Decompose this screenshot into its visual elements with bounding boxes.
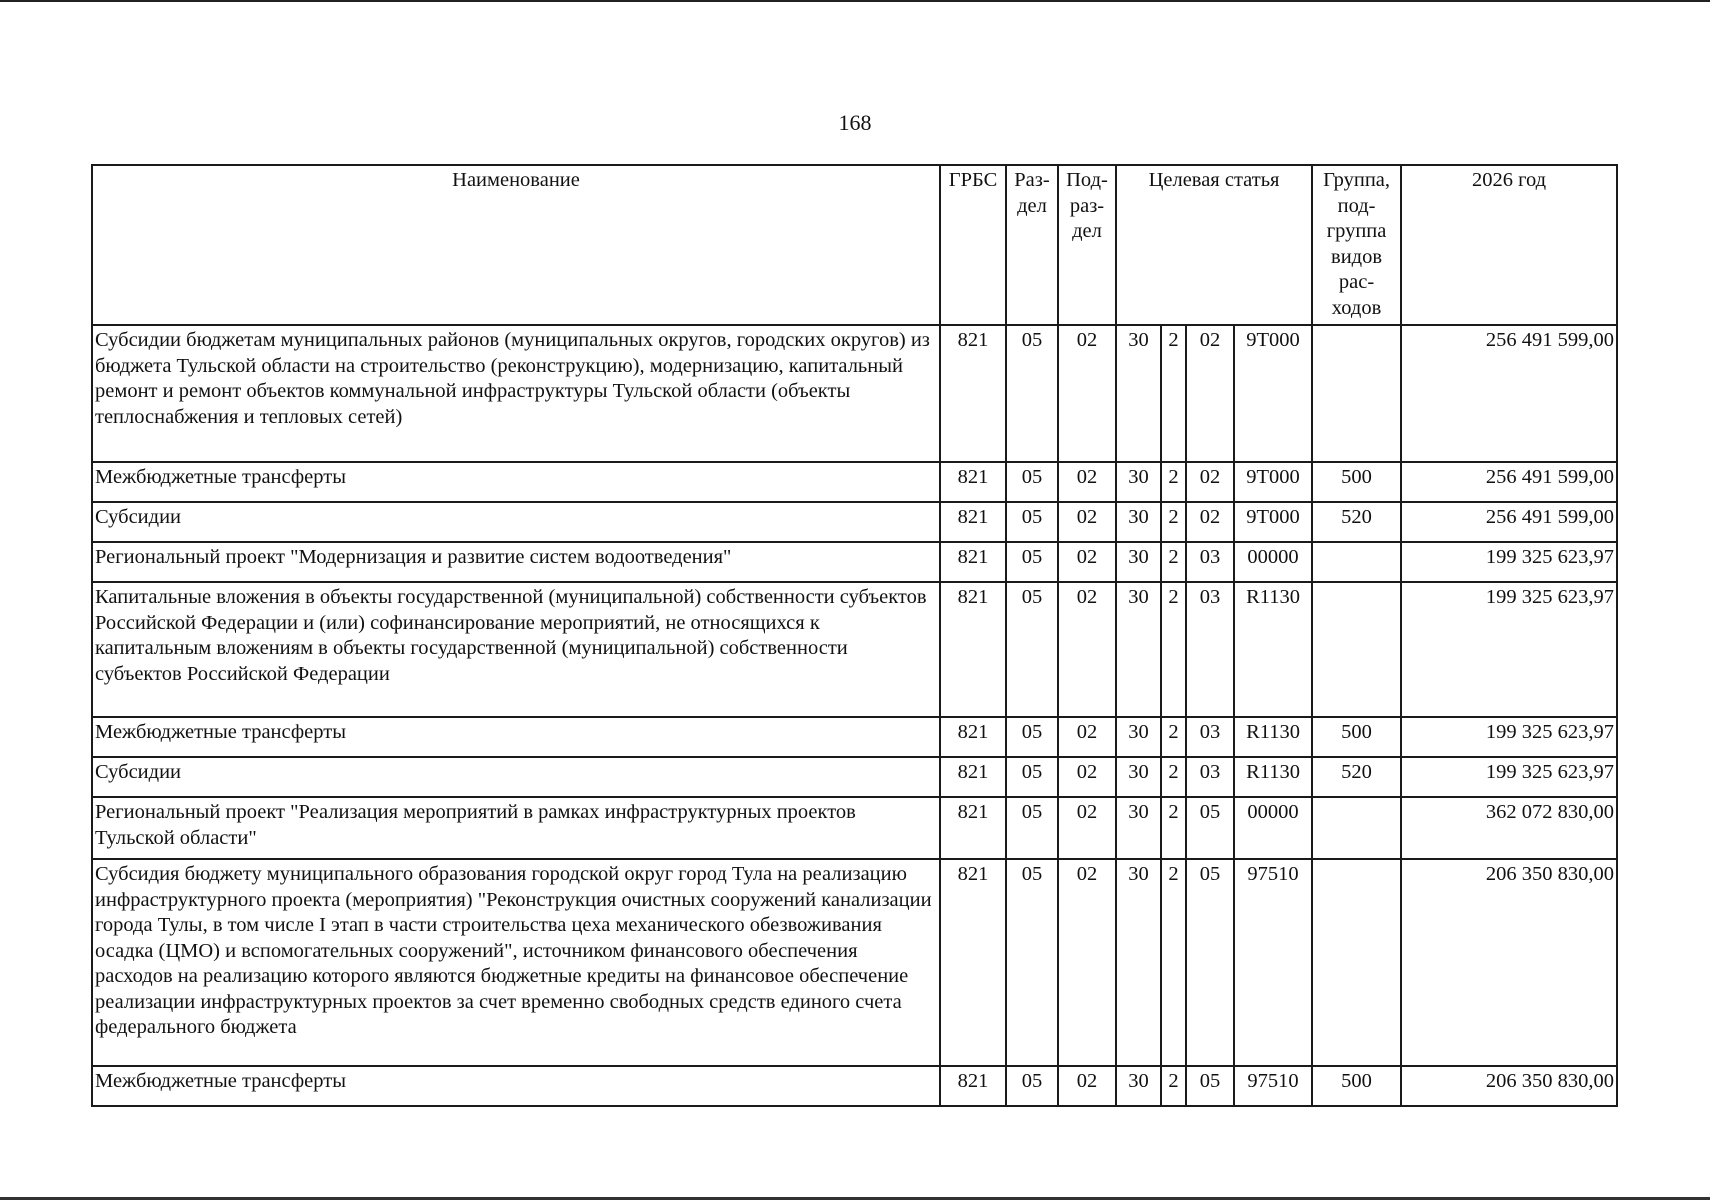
header-name: Наименование — [92, 165, 940, 325]
row-grbs: 821 — [940, 502, 1006, 542]
row-name: Межбюджетные трансферты — [92, 717, 940, 757]
page-number: 168 — [838, 110, 872, 135]
row-target-program: 30 — [1116, 582, 1161, 717]
scan-edge-top — [0, 0, 1710, 2]
row-razdel: 05 — [1006, 462, 1058, 502]
row-razdel: 05 — [1006, 325, 1058, 462]
row-razdel: 05 — [1006, 502, 1058, 542]
row-name: Региональный проект "Реализация мероприятий в рамках инфраструктурных проектов Тульской области" — [92, 797, 940, 859]
row-expense-group: 500 — [1312, 1066, 1401, 1106]
row-target-type: 2 — [1161, 462, 1186, 502]
row-target-direction: R1130 — [1234, 717, 1312, 757]
row-expense-group: 520 — [1312, 502, 1401, 542]
row-amount: 199 325 623,97 — [1401, 542, 1617, 582]
row-podrazdel: 02 — [1058, 859, 1116, 1066]
row-expense-group: 500 — [1312, 462, 1401, 502]
row-podrazdel: 02 — [1058, 757, 1116, 797]
row-podrazdel: 02 — [1058, 502, 1116, 542]
header-expense-group: Группа, под- группа видов рас- ходов — [1312, 165, 1401, 325]
row-target-program: 30 — [1116, 502, 1161, 542]
table-row — [92, 502, 1617, 542]
row-target-program: 30 — [1116, 1066, 1161, 1106]
row-expense-group — [1312, 325, 1401, 462]
row-target-type: 2 — [1161, 797, 1186, 859]
header-grbs: ГРБС — [940, 165, 1006, 325]
row-razdel: 05 — [1006, 859, 1058, 1066]
row-grbs: 821 — [940, 797, 1006, 859]
row-target-type: 2 — [1161, 325, 1186, 462]
row-target-subprogram: 03 — [1186, 717, 1234, 757]
row-target-type: 2 — [1161, 859, 1186, 1066]
row-amount: 256 491 599,00 — [1401, 502, 1617, 542]
row-target-direction: R1130 — [1234, 757, 1312, 797]
row-podrazdel: 02 — [1058, 1066, 1116, 1106]
row-grbs: 821 — [940, 582, 1006, 717]
row-target-type: 2 — [1161, 502, 1186, 542]
row-target-subprogram: 05 — [1186, 1066, 1234, 1106]
row-amount: 199 325 623,97 — [1401, 757, 1617, 797]
row-target-subprogram: 03 — [1186, 542, 1234, 582]
row-razdel: 05 — [1006, 582, 1058, 717]
row-target-program: 30 — [1116, 757, 1161, 797]
row-name: Субсидии бюджетам муниципальных районов (муниципальных округов, городских округов) из бюджета Тульской области на строительство (реконструкцию), модернизацию, капитальный ремонт и ремонт объектов коммунальной инфраструктуры Тульской области (объекты теплоснабжения и тепловых сетей) — [92, 325, 940, 462]
row-target-program: 30 — [1116, 717, 1161, 757]
header-target-article: Целевая статья — [1116, 165, 1312, 325]
header-podrazdel: Под- раз- дел — [1058, 165, 1116, 325]
row-target-subprogram: 03 — [1186, 582, 1234, 717]
row-target-type: 2 — [1161, 582, 1186, 717]
row-amount: 199 325 623,97 — [1401, 582, 1617, 717]
table-row — [92, 757, 1617, 797]
row-razdel: 05 — [1006, 757, 1058, 797]
row-target-program: 30 — [1116, 859, 1161, 1066]
row-grbs: 821 — [940, 542, 1006, 582]
header-razdel: Раз- дел — [1006, 165, 1058, 325]
row-expense-group: 520 — [1312, 757, 1401, 797]
row-name: Межбюджетные трансферты — [92, 462, 940, 502]
table-row — [92, 325, 1617, 462]
row-target-type: 2 — [1161, 717, 1186, 757]
row-expense-group — [1312, 859, 1401, 1066]
table-row — [92, 462, 1617, 502]
row-razdel: 05 — [1006, 1066, 1058, 1106]
row-grbs: 821 — [940, 757, 1006, 797]
row-target-program: 30 — [1116, 325, 1161, 462]
row-target-direction: R1130 — [1234, 582, 1312, 717]
row-target-type: 2 — [1161, 1066, 1186, 1106]
row-grbs: 821 — [940, 859, 1006, 1066]
row-podrazdel: 02 — [1058, 797, 1116, 859]
row-name: Субсидии — [92, 757, 940, 797]
row-amount: 362 072 830,00 — [1401, 797, 1617, 859]
row-grbs: 821 — [940, 462, 1006, 502]
row-grbs: 821 — [940, 717, 1006, 757]
row-podrazdel: 02 — [1058, 542, 1116, 582]
row-name: Субсидия бюджету муниципального образования городской округ город Тула на реализацию инфраструктурного проекта (мероприятия) "Реконструкция очистных сооружений канализации города Тулы, в том числе I этап в части строительства цеха механического обезвоживания осадка (ЦМО) и вспомогательных сооружений", источником финансового обеспечения расходов на реализацию которого являются бюджетные кредиты на финансовое обеспечение реализации инфраструктурных проектов за счет временно свободных средств единого счета федерального бюджета — [92, 859, 940, 1066]
row-amount: 256 491 599,00 — [1401, 462, 1617, 502]
row-grbs: 821 — [940, 1066, 1006, 1106]
row-target-direction: 00000 — [1234, 542, 1312, 582]
row-name: Межбюджетные трансферты — [92, 1066, 940, 1106]
row-target-subprogram: 02 — [1186, 462, 1234, 502]
row-target-direction: 97510 — [1234, 1066, 1312, 1106]
row-name: Субсидии — [92, 502, 940, 542]
row-podrazdel: 02 — [1058, 325, 1116, 462]
header-year: 2026 год — [1401, 165, 1617, 325]
row-target-subprogram: 05 — [1186, 859, 1234, 1066]
row-amount: 256 491 599,00 — [1401, 325, 1617, 462]
table-row — [92, 542, 1617, 582]
table-row — [92, 859, 1617, 1066]
row-expense-group: 500 — [1312, 717, 1401, 757]
row-podrazdel: 02 — [1058, 717, 1116, 757]
row-target-program: 30 — [1116, 462, 1161, 502]
row-target-subprogram: 03 — [1186, 757, 1234, 797]
row-amount: 206 350 830,00 — [1401, 1066, 1617, 1106]
row-target-type: 2 — [1161, 757, 1186, 797]
row-target-type: 2 — [1161, 542, 1186, 582]
row-target-subprogram: 02 — [1186, 502, 1234, 542]
row-expense-group — [1312, 797, 1401, 859]
row-target-subprogram: 02 — [1186, 325, 1234, 462]
row-name: Капитальные вложения в объекты государственной (муниципальной) собственности субъектов Российской Федерации и (или) софинансирование мероприятий, не относящихся к капитальным вложениям в объекты государственной (муниципальной) собственности субъектов Российской Федерации — [92, 582, 940, 717]
row-razdel: 05 — [1006, 542, 1058, 582]
row-expense-group — [1312, 582, 1401, 717]
row-target-subprogram: 05 — [1186, 797, 1234, 859]
row-name: Региональный проект "Модернизация и развитие систем водоотведения" — [92, 542, 940, 582]
row-podrazdel: 02 — [1058, 462, 1116, 502]
row-target-program: 30 — [1116, 797, 1161, 859]
row-target-direction: 9Т000 — [1234, 502, 1312, 542]
table-row — [92, 582, 1617, 717]
row-target-direction: 00000 — [1234, 797, 1312, 859]
budget-table — [91, 164, 1618, 1107]
row-podrazdel: 02 — [1058, 582, 1116, 717]
row-target-program: 30 — [1116, 542, 1161, 582]
row-razdel: 05 — [1006, 717, 1058, 757]
row-amount: 206 350 830,00 — [1401, 859, 1617, 1066]
row-target-direction: 9Т000 — [1234, 325, 1312, 462]
row-grbs: 821 — [940, 325, 1006, 462]
row-razdel: 05 — [1006, 797, 1058, 859]
row-target-direction: 97510 — [1234, 859, 1312, 1066]
table-row — [92, 797, 1617, 859]
table-row — [92, 1066, 1617, 1106]
table-header-row — [92, 165, 1617, 325]
row-target-direction: 9Т000 — [1234, 462, 1312, 502]
row-amount: 199 325 623,97 — [1401, 717, 1617, 757]
table-row — [92, 717, 1617, 757]
row-expense-group — [1312, 542, 1401, 582]
